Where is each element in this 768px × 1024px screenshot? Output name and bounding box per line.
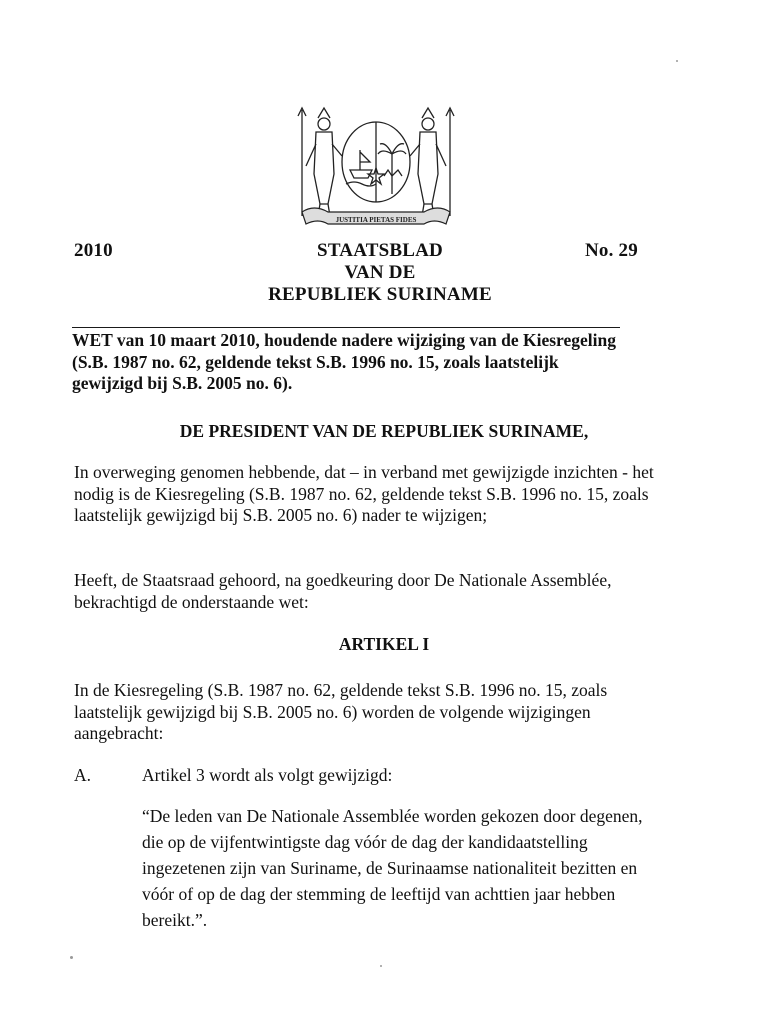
item-a-letter: A. [74,765,92,785]
article-intro-paragraph: In de Kiesregeling (S.B. 1987 no. 62, geldende tekst S.B. 1996 no. 15, zoals laatstelijk gewijzigd bij S.B. 2005 no. 6) worden de volgende wijzigingen aangebracht: [74,680,608,743]
gazette-title-line3: REPUBLIEK SURINAME [268,284,492,305]
gazette-year: 2010 [74,240,113,261]
preamble-paragraph: In overweging genomen hebbende, dat – in verband met gewijzigde inzichten - het nodig is de Kiesregeling (S.B. 1987 no. 62, geldende tekst S.B. 1996 no. 15, zoals laatstelijk gewijzigd bij S.B. 2005 no. 6) nader te wijzigen; [74,462,654,525]
president-heading: DE PRESIDENT VAN DE REPUBLIEK SURINAME, [179,421,589,441]
coat-of-arms-emblem [294,104,458,230]
header-divider [72,327,620,328]
item-a-quote: “De leden van De Nationale Assemblée worden gekozen door degenen, die op de vijfentwintigste dag vóór de dag der kandidaatstelling ingezetenen zijn van Suriname, de Surinaamse nationaliteit bezitten en vóór of op de dag der stemming de leeftijd van achttien jaar hebben bereikt.”. [142,806,643,930]
scan-speck [70,956,73,959]
article-heading: ARTIKEL I [338,634,430,654]
scan-speck [676,60,678,62]
scan-speck [380,965,382,967]
law-title: WET van 10 maart 2010, houdende nadere wijziging van de Kiesregeling (S.B. 1987 no. 62, geldende tekst S.B. 1996 no. 15, zoals laatstelijk gewijzigd bij S.B. 2005 no. 6). [72,330,616,393]
gazette-title-line1: STAATSBLAD [317,240,443,261]
gazette-number: No. 29 [585,240,638,261]
gazette-title [200,240,560,306]
motto-text: JUSTITIA PIETAS FIDES [335,216,417,224]
gazette-title-line2: VAN DE [344,262,416,283]
item-a-text: Artikel 3 wordt als volgt gewijzigd: [142,765,393,785]
enactment-paragraph: Heeft, de Staatsraad gehoord, na goedkeuring door De Nationale Assemblée, bekrachtigd de onderstaande wet: [74,570,612,612]
